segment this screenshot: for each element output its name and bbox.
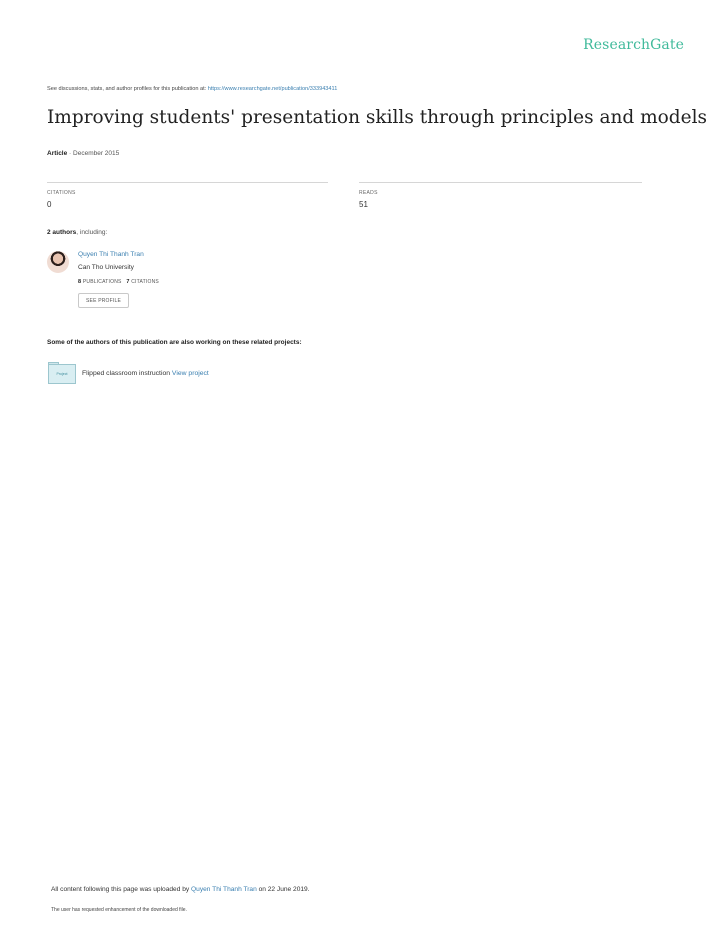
upload-suffix: on 22 June 2019. xyxy=(256,886,310,893)
author-name-link[interactable]: Quyen Thi Thanh Tran xyxy=(78,251,144,258)
author-publications-count: 8 xyxy=(78,279,82,285)
authors-including: , including: xyxy=(76,229,108,236)
publication-url-link[interactable]: https://www.researchgate.net/publication/333943411 xyxy=(207,86,338,92)
project-thumb-label: Project xyxy=(48,364,76,384)
meta-separator: · xyxy=(67,150,74,157)
publication-date: December 2015 xyxy=(73,150,120,157)
author-stats xyxy=(78,279,159,285)
reads-divider xyxy=(359,182,642,183)
author-publications-label: PUBLICATIONS xyxy=(82,279,122,285)
view-project-link[interactable]: View project xyxy=(171,370,209,377)
upload-prefix: All content following this page was uploaded by xyxy=(51,886,192,893)
author-citations-count: 7 xyxy=(126,279,130,285)
reads-label: READS xyxy=(359,190,378,196)
uploader-link[interactable]: Quyen Thi Thanh Tran xyxy=(191,886,257,893)
related-projects-heading: Some of the authors of this publication are also working on these related projects: xyxy=(47,339,302,346)
project-folder-icon[interactable] xyxy=(48,362,76,384)
author-avatar[interactable] xyxy=(47,251,69,273)
author-citations-label: CITATIONS xyxy=(131,279,159,285)
author-institution: Can Tho University xyxy=(78,264,134,271)
citations-label: CITATIONS xyxy=(47,190,76,196)
upload-notice xyxy=(51,886,310,893)
citations-divider xyxy=(47,182,328,183)
authors-count: 2 authors xyxy=(47,229,77,236)
project-item xyxy=(82,370,209,377)
intro-text: See discussions, stats, and author profiles for this publication at: xyxy=(47,86,208,92)
publication-title: Improving students' presentation skills through principles and models xyxy=(47,107,708,128)
researchgate-logo[interactable]: ResearchGate xyxy=(583,37,684,53)
publication-meta xyxy=(47,150,119,157)
reads-value: 51 xyxy=(359,200,368,209)
citations-value: 0 xyxy=(47,200,52,209)
profiles-intro xyxy=(47,86,337,92)
publication-type: Article xyxy=(47,150,68,157)
authors-summary xyxy=(47,229,107,236)
enhancement-note: The user has requested enhancement of the downloaded file. xyxy=(51,907,187,913)
project-title: Flipped classroom instruction xyxy=(82,370,171,377)
see-profile-button[interactable]: SEE PROFILE xyxy=(78,293,129,308)
